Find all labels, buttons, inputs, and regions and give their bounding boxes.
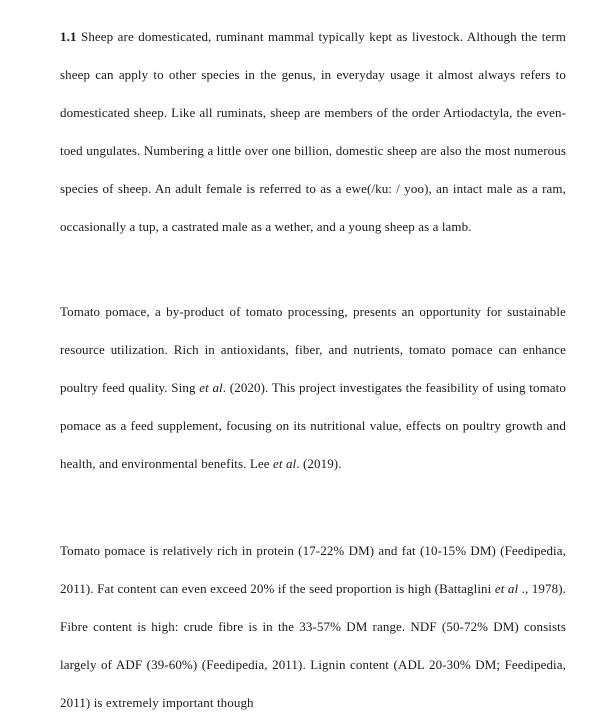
paragraph-tomato-pomace-intro [60,293,566,483]
section-number: 1.1 [60,29,77,44]
citation-et-al: et al [494,580,519,596]
paragraph-text: Tomato pomace, a by-product of tomato processing, presents an opportunity for sustainable resource utilization. Rich in antioxidants, fiber, and nutrients, tomato pomace can enhance poultry feed quality. Sing [60,304,566,395]
citation-et-al: et al [199,379,223,395]
paragraph-sheep [60,18,566,245]
paragraph-text: Tomato pomace is relatively rich in protein (17-22% DM) and fat (10-15% DM) (Feedipedia, 2011). Fat content can even exceed 20% if the seed proportion is high (Battaglini [60,543,566,596]
paragraph-tomato-pomace-composition [60,532,566,712]
citation-et-al: et al [273,455,297,471]
paragraph-text: . (2020). This project investigates the feasibility of using tomato pomace as a feed supplement, focusing on its nutritional value, effects on poultry growth and health, and environmental benefits. Lee [60,379,566,471]
paragraph-text: . (2019). [296,455,342,471]
paragraph-text: Sheep are domesticated, ruminant mammal typically kept as livestock. Although the term sheep can apply to other species in the genus, in everyday usage it almost always refers to domesticated sheep. Like all ruminats, sheep are members of the order Artiodactyla, the even-toed ungulates. Numbering a little over one billion, domestic sheep are also the most numerous species of sheep. An adult female is referred to as a ewe(/ku: / yoo), an intact male as a ram, occasionally a tup, a castrated male as a wether, and a young sheep as a lamb. [60,29,566,234]
paragraph-text: ., 1978). Fibre content is high: crude fibre is in the 33-57% DM range. NDF (50-72% DM) consists largely of ADF (39-60%) (Feedipedia, 2011). Lignin content (ADL 20-30% DM; Feedipedia, 2011) is extremely important though [60,580,566,710]
